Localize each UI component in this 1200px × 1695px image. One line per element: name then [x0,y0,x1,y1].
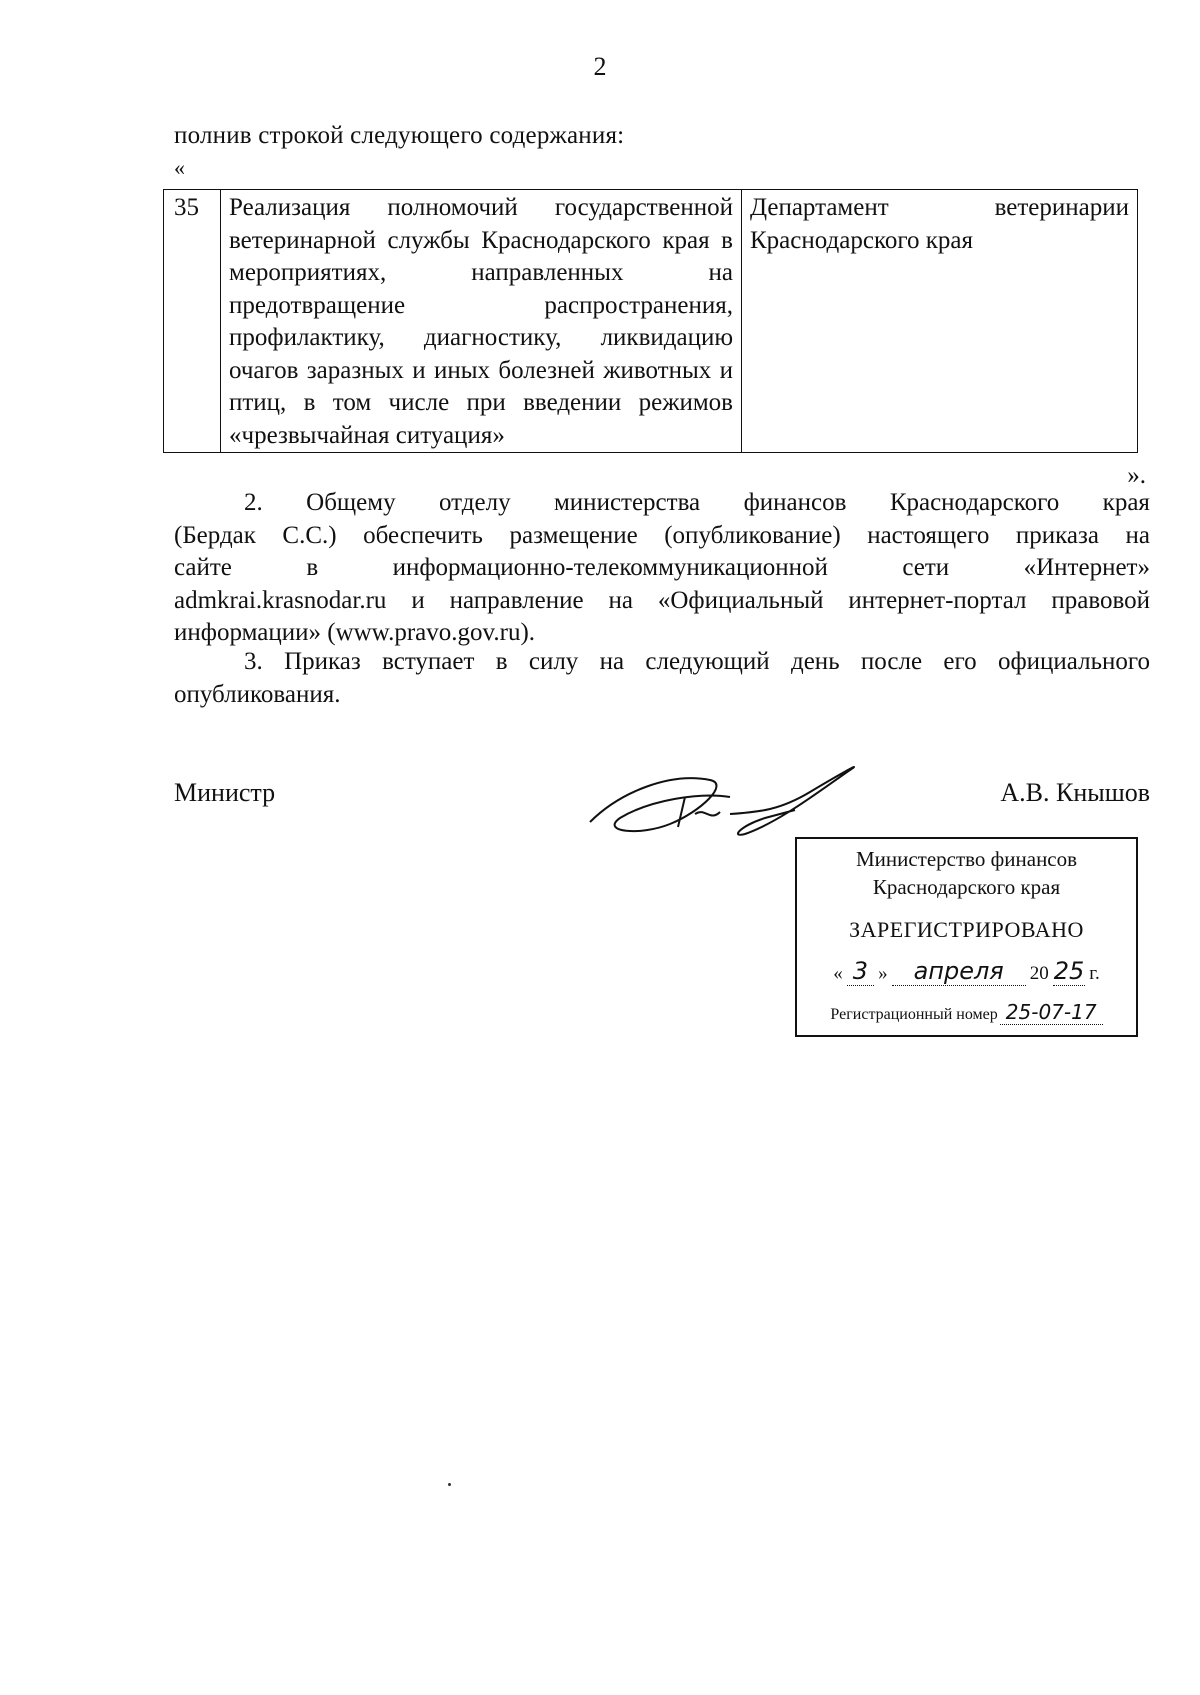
stamp-reg-label: Регистрационный номер [830,1006,998,1023]
line3-word: сайте [174,554,232,581]
line3-word: «Интернет» [1023,554,1150,581]
minister-name: А.В. Кнышов [1000,778,1150,807]
stamp-date [797,957,1136,986]
paragraph-2-line1-text [244,487,1150,520]
page-number: 2 [593,52,607,81]
line3-word: в [306,554,319,581]
line1-word: финансов [743,489,847,516]
registration-stamp [795,837,1138,1037]
stamp-org-line2: Краснодарского края [872,875,1061,899]
line1-word: Общему [306,489,396,516]
department-line2: Краснодарского края [750,226,973,254]
minister-position: Министр [174,778,276,807]
row-description-cell: Реализация полномочий государственной ветеринарной службы Краснодарского края в мероприятиях, направленных на предотвращение распространения, профилактику, диагностику, ликвидацию очагов заразных и иных болезней животных и птиц, в том числе при введении режимов «чрезвычайная ситуация» [221,190,742,453]
stamp-date-year-unit: г. [1089,963,1100,984]
stamp-organization [797,845,1136,901]
stamp-status: ЗАРЕГИСТРИРОВАНО [849,917,1084,942]
department-line1 [750,192,1129,225]
line1-word: края [1102,489,1150,516]
line1-word: 2. [244,489,263,516]
line3-word: сети [902,554,950,581]
stamp-date-month: апреля [892,957,1026,986]
row-department-cell [742,190,1138,453]
scan-speck [448,1483,451,1486]
paragraph-3: 3. Приказ вступает в силу на следующий день после его официального опубликования. [174,648,1150,708]
stamp-org-line1: Министерство финансов [855,847,1078,871]
stamp-date-year-suffix: 25 [1053,957,1085,985]
paragraph-2 [174,487,1150,650]
paragraph-2-rest: admkrai.krasnodar.ru и направление на «Официальный интернет-портал правовой информации» (www.pravo.gov.ru). [174,586,1150,646]
inserted-row-table [163,189,1138,453]
department-word2: ветеринарии [994,194,1129,221]
department-word1: Департамент [750,194,889,221]
close-quote: ». [1127,462,1146,489]
stamp-date-day: 3 [847,957,874,986]
stamp-date-open-quote: « [833,963,843,984]
stamp-registration [797,1000,1136,1025]
stamp-reg-number: 25-07-17 [1000,1000,1103,1025]
paragraph-2-line3 [174,552,1150,585]
line1-word: министерства [553,489,701,516]
line1-word: Краснодарского [889,489,1060,516]
table-row [164,190,1138,453]
line1-word: отделу [439,489,511,516]
intro-text: полнив строкой следующего содержания: [174,122,625,149]
open-quote: « [174,155,185,180]
row-number-cell: 35 [164,190,221,453]
paragraph-2-line2: (Бердак С.С.) обеспечить размещение (опубликование) настоящего приказа на [174,521,1150,549]
stamp-date-year-prefix: 20 [1029,963,1049,984]
line3-word: информационно-телекоммуникационной [392,554,828,581]
handwritten-signature [580,752,880,847]
paragraph-2-line1 [174,487,1150,520]
stamp-date-close-quote: » [878,963,888,984]
